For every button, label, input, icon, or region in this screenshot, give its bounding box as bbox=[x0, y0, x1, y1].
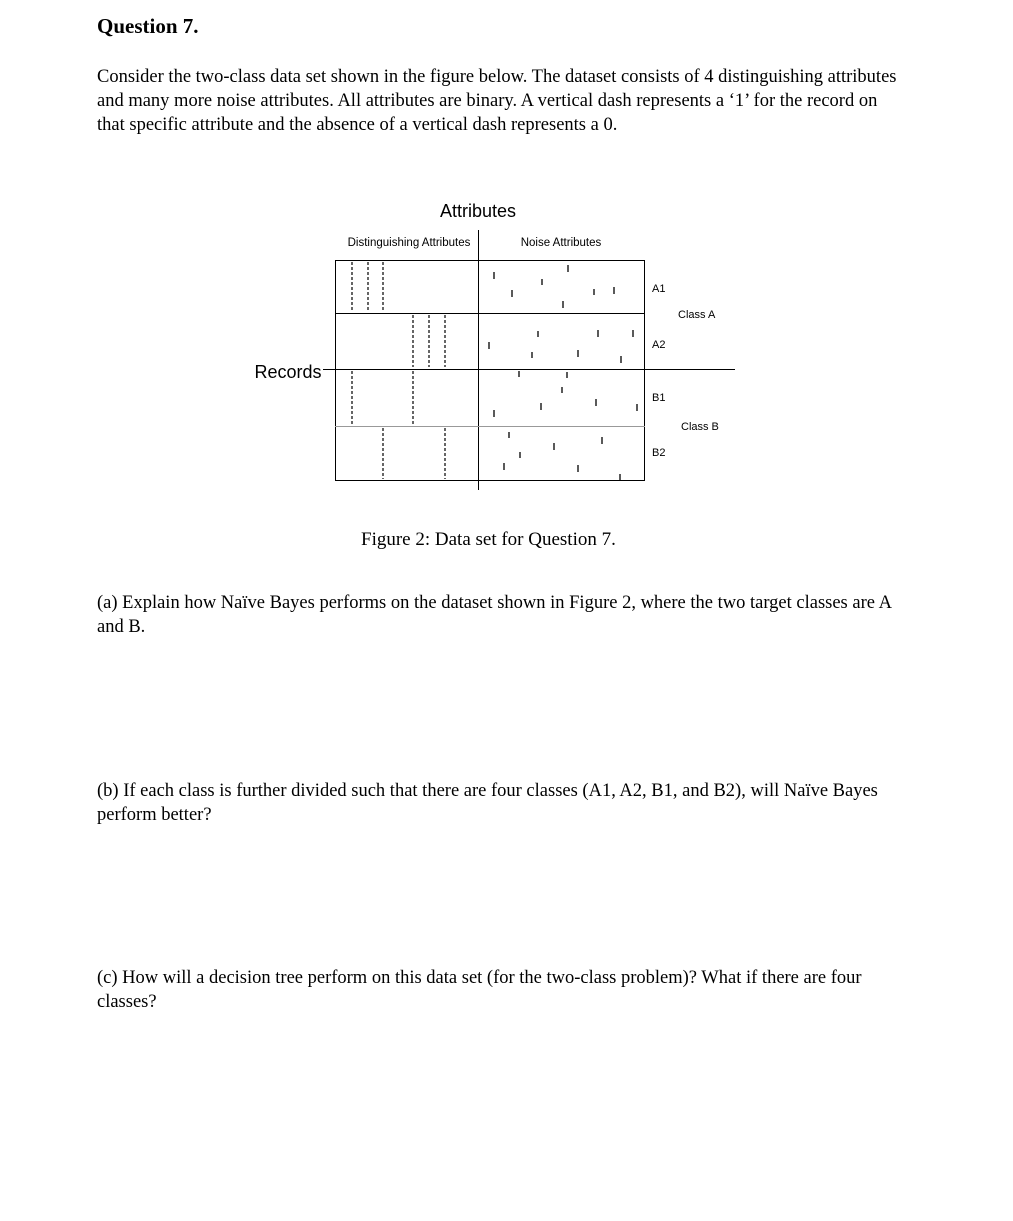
dataset-figure bbox=[0, 0, 1013, 530]
class-a-label: Class A bbox=[678, 309, 716, 321]
attributes-header: Attributes bbox=[439, 201, 517, 221]
row-label-a1: A1 bbox=[652, 283, 666, 295]
question-intro: Consider the two-class data set shown in the figure below. The dataset consists of 4 distinguishing attributes and many more noise attributes. All attributes are binary. A vertical dash represents a ‘1’ for the record on that specific attribute and the absence of a vertical dash represents a 0. bbox=[97, 67, 897, 135]
question-part-c: (c) How will a decision tree perform on this data set (for the two-class problem)? What if there are four classes? bbox=[97, 968, 862, 1012]
records-label: Records bbox=[254, 362, 322, 382]
noise-attributes-label: Noise Attributes bbox=[520, 237, 602, 249]
question-part-b: (b) If each class is further divided such that there are four classes (A1, A2, B1, and B2), will Naïve Bayes perform better? bbox=[97, 781, 878, 825]
question-part-a: (a) Explain how Naïve Bayes performs on the dataset shown in Figure 2, where the two target classes are A and B. bbox=[97, 593, 891, 637]
class-b-label: Class B bbox=[681, 421, 719, 433]
distinguishing-attributes-label: Distinguishing Attributes bbox=[347, 237, 471, 249]
figure-caption: Figure 2: Data set for Question 7. bbox=[361, 529, 616, 550]
question-title: Question 7. bbox=[97, 14, 199, 38]
data-grid-frame bbox=[336, 261, 645, 481]
row-label-a2: A2 bbox=[652, 339, 666, 351]
row-label-b1: B1 bbox=[652, 392, 666, 404]
row-label-b2: B2 bbox=[652, 447, 666, 459]
